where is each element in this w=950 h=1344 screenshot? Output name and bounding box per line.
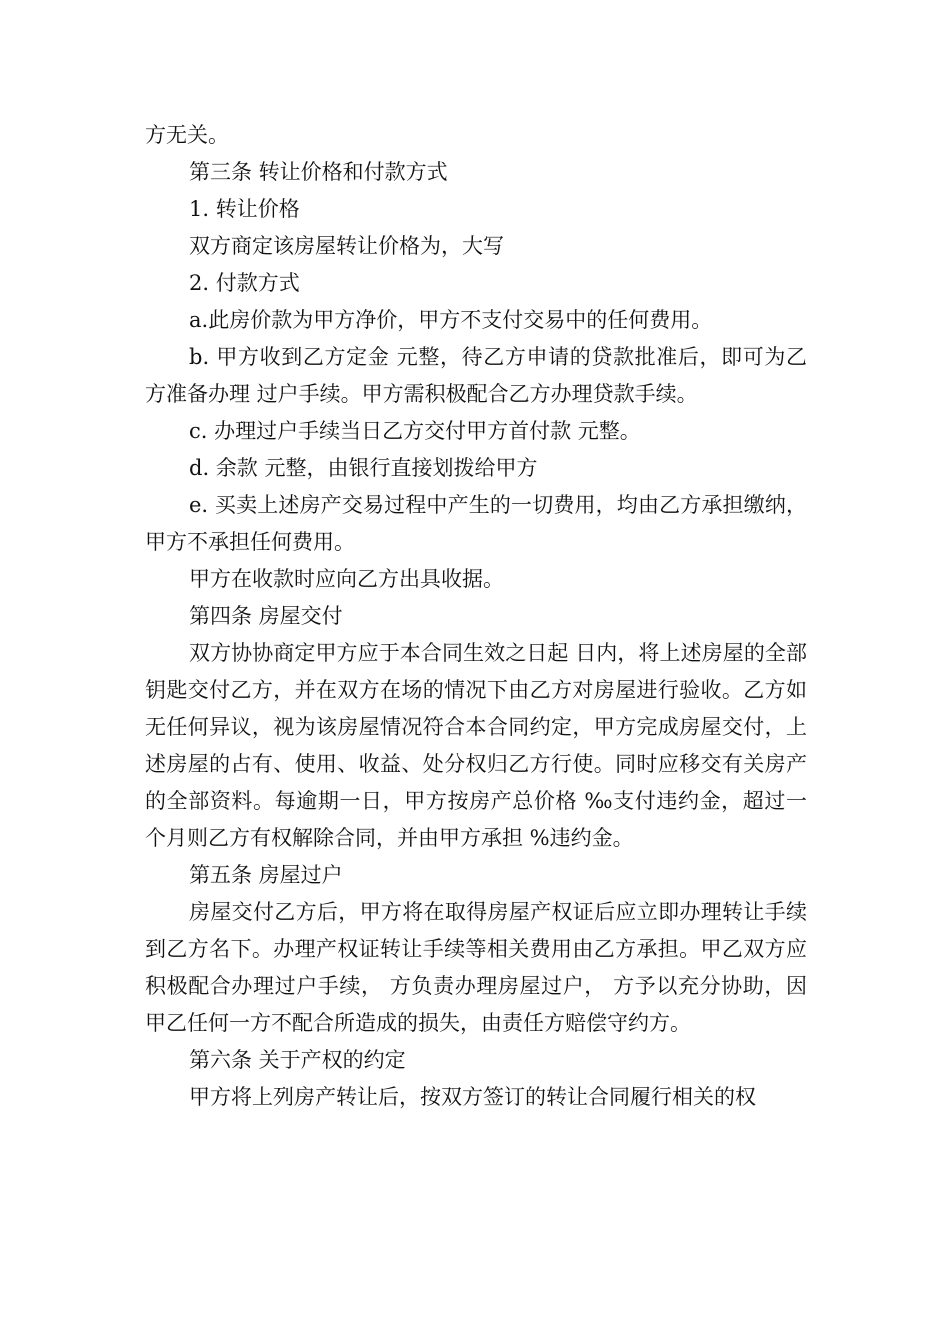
paragraph: 房屋交付乙方后，甲方将在取得房屋产权证后应立即办理转让手续到乙方名下。办理产权证转让手续等相关费用由乙方承担。甲乙双方应积极配合办理过户手续， 方负责办理房屋过户， 方予以充分协助，因甲乙任何一方不配合所造成的损失，由责任方赔偿守约方。 bbox=[145, 900, 807, 1035]
paragraph: 方无关。 bbox=[145, 123, 229, 147]
paragraph: 双方协协商定甲方应于本合同生效之日起 日内，将上述房屋的全部钥匙交付乙方，并在双方在场的情况下由乙方对房屋进行验收。乙方如无任何异议，视为该房屋情况符合本合同约定，甲方完成房屋交付，上述房屋的占有、使用、收益、处分权归乙方行使。同时应移交有关房产的全部资料。每逾期一日，甲方按房产总价格 ‰支付违约金，超过一个月则乙方有权解除合同，并由甲方承担 %违约金。 bbox=[145, 641, 807, 850]
paragraph: 2. 付款方式 bbox=[189, 271, 300, 295]
paragraph: 甲方将上列房产转让后，按双方签订的转让合同履行相关的权 bbox=[189, 1085, 756, 1109]
paragraph: d. 余款 元整，由银行直接划拨给甲方 bbox=[189, 456, 538, 480]
article-6-heading: 第六条 关于产权的约定 bbox=[189, 1048, 406, 1072]
paragraph: 甲方在收款时应向乙方出具收据。 bbox=[189, 567, 504, 591]
paragraph: a.此房价款为甲方净价，甲方不支付交易中的任何费用。 bbox=[189, 308, 713, 332]
article-5-heading: 第五条 房屋过户 bbox=[189, 863, 343, 887]
paragraph: 1. 转让价格 bbox=[189, 197, 300, 221]
article-4-heading: 第四条 房屋交付 bbox=[189, 604, 343, 628]
paragraph: 双方商定该房屋转让价格为，大写 bbox=[189, 234, 504, 258]
document-body bbox=[145, 117, 807, 1116]
paragraph: e. 买卖上述房产交易过程中产生的一切费用，均由乙方承担缴纳，甲方不承担任何费用。 bbox=[145, 493, 807, 554]
paragraph: c. 办理过户手续当日乙方交付甲方首付款 元整。 bbox=[189, 419, 641, 443]
article-3-heading: 第三条 转让价格和付款方式 bbox=[189, 160, 448, 184]
paragraph: b. 甲方收到乙方定金 元整，待乙方申请的贷款批准后，即可为乙方准备办理 过户手续。甲方需积极配合乙方办理贷款手续。 bbox=[145, 345, 807, 406]
